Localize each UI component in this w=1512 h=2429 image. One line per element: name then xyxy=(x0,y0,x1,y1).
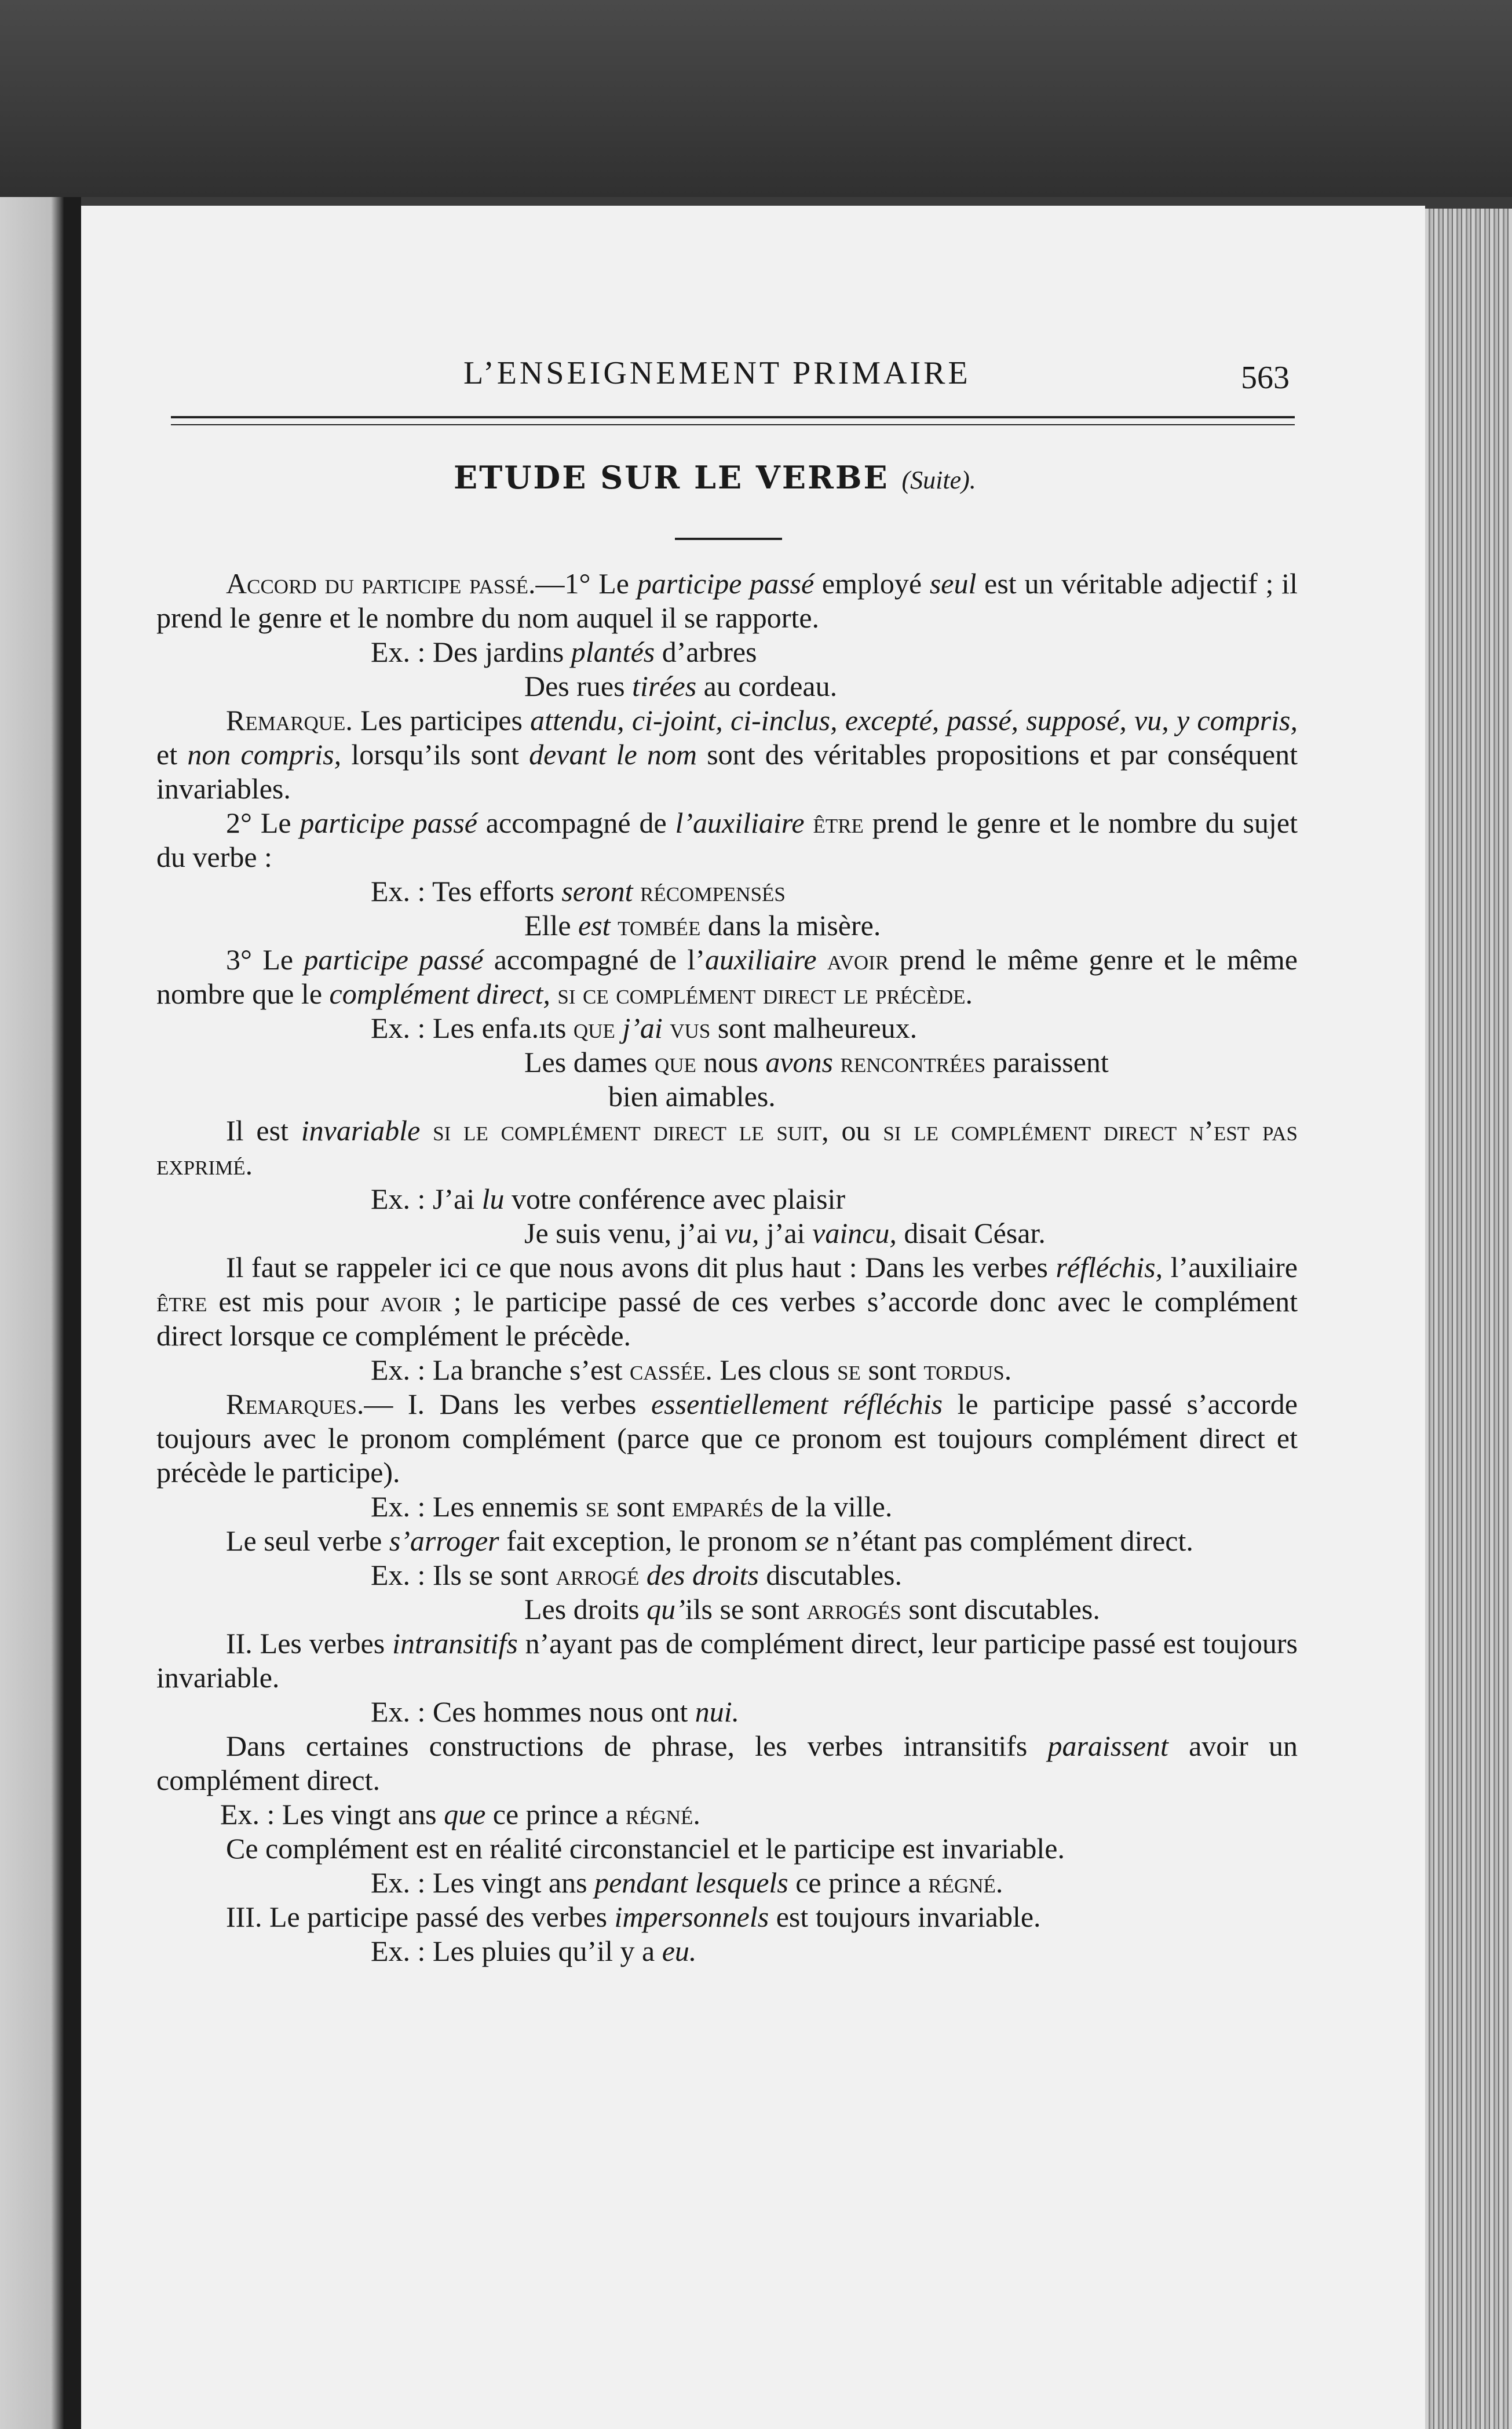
example-line: Ex. : Tes efforts seront récompensés xyxy=(371,875,786,907)
example-line: Je suis venu, j’ai vu, j’ai vaincu, disait César. xyxy=(524,1217,1046,1249)
paragraph-constructions: Dans certaines constructions de phrase, les verbes intransitifs paraissent avoir un complément direct. xyxy=(156,1730,1298,1796)
paragraph-circonstanciel: Ce complément est en réalité circonstanciel et le participe est invariable. xyxy=(226,1832,1065,1865)
example-line: Des rues tirées au cordeau. xyxy=(524,670,838,702)
paragraph-remarque: Remarque. Les participes attendu, ci-joint, ci-inclus, excepté, passé, supposé, vu, y compris, et non compris, lorsqu’ils sont devant le nom sont des véritables propositions et par conséquent invariables. xyxy=(156,704,1298,805)
page-stack-edge xyxy=(1425,209,1512,2429)
example-line: Ex. : Les pluies qu’il y a eu. xyxy=(371,1935,697,1967)
header-rule-thin xyxy=(171,424,1295,425)
example-line: Les dames que nous avons rencontrées paraissent xyxy=(524,1046,1109,1078)
example-line: Ex. : Ils se sont arrogé des droits discutables. xyxy=(371,1559,903,1591)
example-line: Ex. : La branche s’est cassée. Les clous se sont tordus. xyxy=(371,1354,1012,1386)
header-rule-thick xyxy=(171,416,1295,418)
example-line: bien aimables. xyxy=(608,1080,776,1113)
example-line: Les droits qu’ils se sont arrogés sont discutables. xyxy=(524,1593,1100,1625)
title-suite: (Suite). xyxy=(901,466,976,494)
paragraph-reflechis: Il faut se rappeler ici ce que nous avons dit plus haut : Dans les verbes réfléchis, l’auxiliaire être est mis pour avoir ; le participe passé de ces verbes s’accorde donc avec le complément direct lorsque ce complément le précède. xyxy=(156,1251,1298,1352)
example-line: Ex. : Les vingt ans pendant lesquels ce prince a régné. xyxy=(371,1866,1003,1899)
example-line: Ex. : Ces hommes nous ont nui. xyxy=(371,1695,740,1728)
example-line: Ex. : Les ennemis se sont emparés de la ville. xyxy=(371,1490,893,1523)
paragraph-3: 3° Le participe passé accompagné de l’auxiliaire avoir prend le même genre et le même nombre que le complément direct, si ce complément direct le précède. xyxy=(156,943,1298,1010)
example-line: Ex. : J’ai lu votre conférence avec plaisir xyxy=(371,1183,846,1215)
running-title: L’ENSEIGNEMENT PRIMAIRE xyxy=(463,355,971,391)
example-line: Elle est tombée dans la misère. xyxy=(524,909,881,942)
scan-background xyxy=(0,0,1512,197)
article-title xyxy=(454,459,976,496)
example-line: Ex. : Les vingt ans que ce prince a régné. xyxy=(220,1798,700,1830)
book-gutter xyxy=(64,197,81,2429)
title-main: ETUDE SUR LE VERBE xyxy=(454,459,889,496)
example-line: Ex. : Des jardins plantés d’arbres xyxy=(371,636,757,668)
example-line: Ex. : Les enfa.ıts que j’ai vus sont malheureux. xyxy=(371,1012,918,1044)
paragraph-remarques: Remarques.— I. Dans les verbes essentiellement réfléchis le participe passé s’accorde toujours avec le pronom complément (parce que ce pronom est toujours complément direct et précède le participe). xyxy=(156,1388,1298,1489)
paragraph-invariable: Il est invariable si le complément direct le suit, ou si le complément direct n’est pas exprimé. xyxy=(156,1114,1298,1181)
paragraph-accord: Accord du participe passé.—1° Le participe passé employé seul est un véritable adjectif ; il prend le genre et le nombre du nom auquel il se rapporte. xyxy=(156,567,1298,634)
paragraph-2: 2° Le participe passé accompagné de l’auxiliaire être prend le genre et le nombre du sujet du verbe : xyxy=(156,807,1298,873)
paragraph-impersonnels: III. Le participe passé des verbes impersonnels est toujours invariable. xyxy=(226,1901,1041,1933)
title-rule xyxy=(675,538,782,540)
article-body xyxy=(156,567,1298,1968)
page-number: 563 xyxy=(1241,360,1290,396)
facing-page-edge xyxy=(0,197,64,2429)
paragraph-intransitifs: II. Les verbes intransitifs n’ayant pas de complément direct, leur participe passé est toujours invariable. xyxy=(156,1627,1298,1694)
paragraph-arroger: Le seul verbe s’arroger fait exception, le pronom se n’étant pas complément direct. xyxy=(226,1524,1193,1557)
